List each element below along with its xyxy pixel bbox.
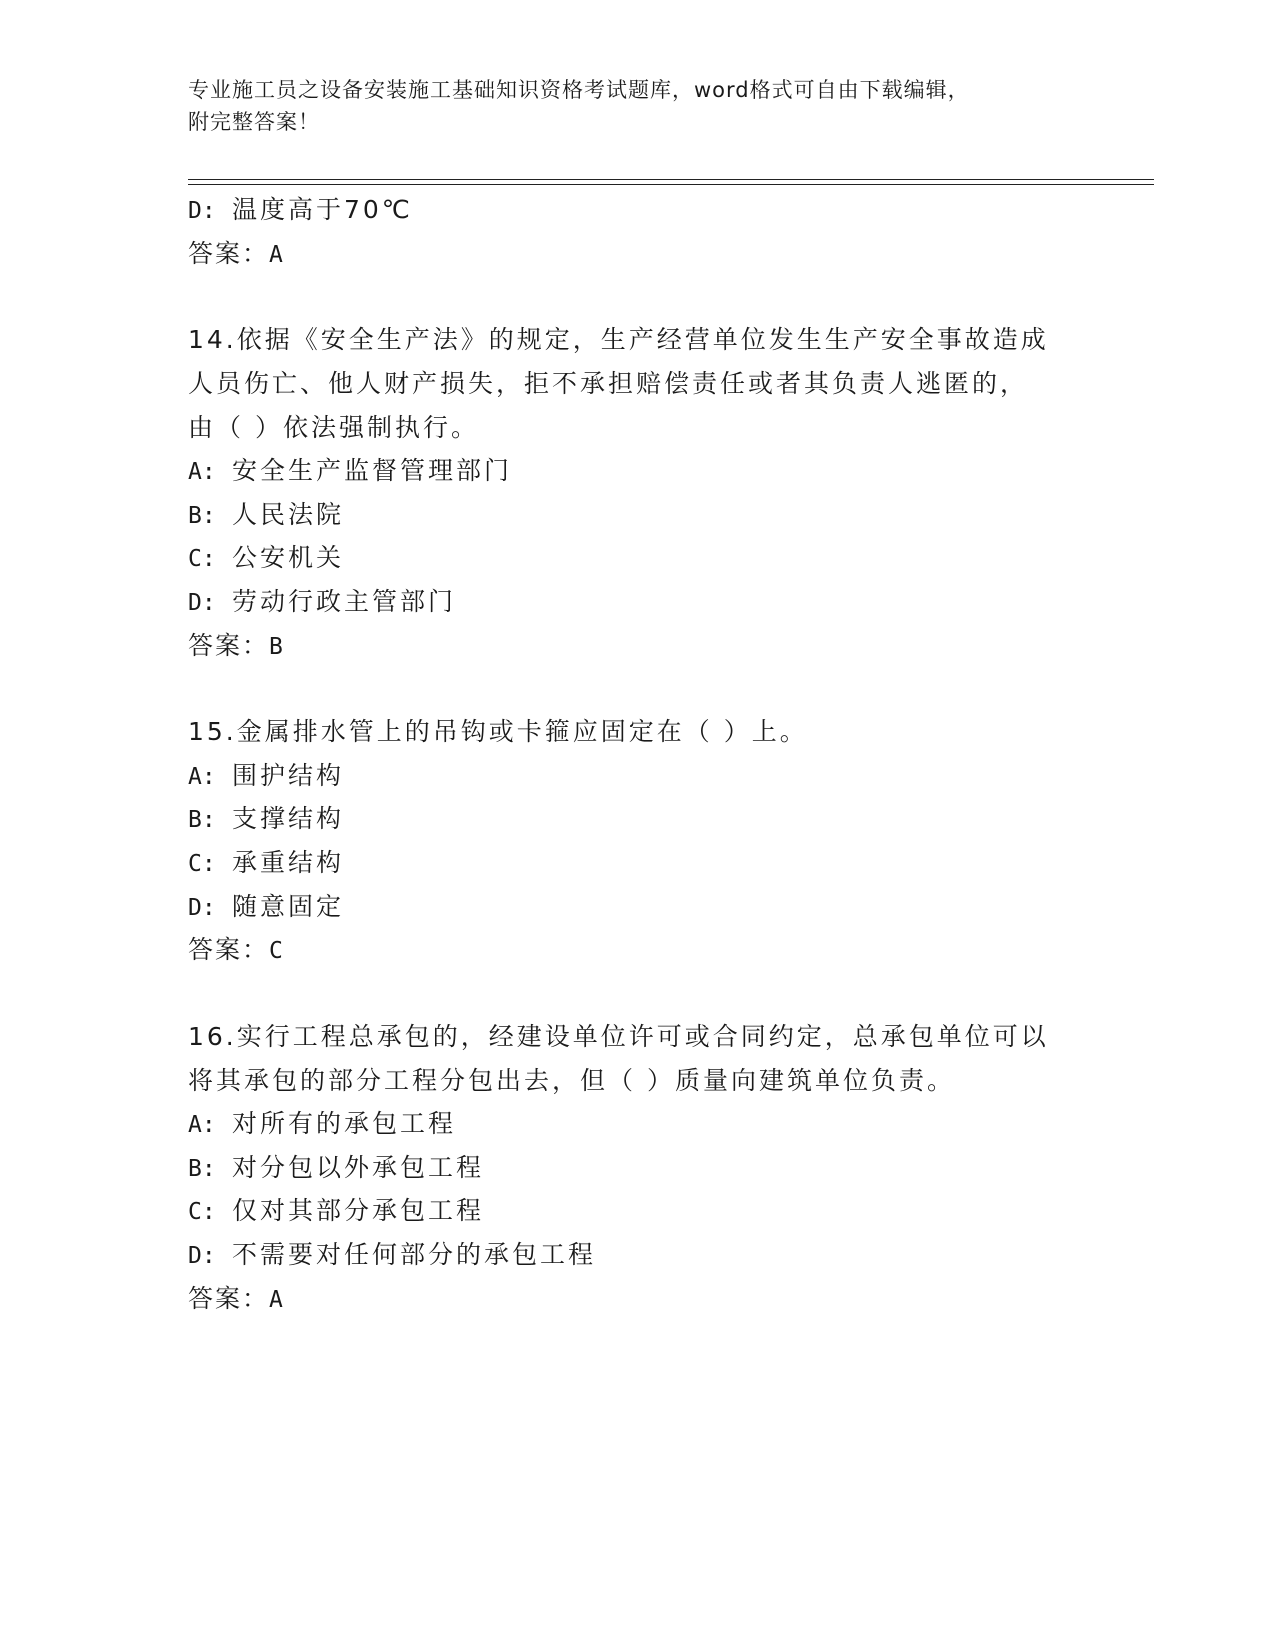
q14-option-c (188, 542, 344, 575)
option-label: C: (188, 851, 216, 877)
q15-answer (188, 934, 285, 967)
q14-option-a (188, 455, 512, 488)
option-label: A: (188, 459, 216, 485)
option-label: C: (188, 1199, 216, 1225)
q15-option-c (188, 847, 344, 880)
header-divider-bottom (188, 184, 1154, 185)
option-label: A: (188, 1112, 216, 1138)
option-text: 人民法院 (232, 500, 345, 529)
q16-stem-line-2: 将其承包的部分工程分包出去，但（ ）质量向建筑单位负责。 (188, 1066, 955, 1095)
option-label: D: (188, 198, 216, 224)
answer-label: 答案： (188, 631, 270, 660)
header-line-1: 专业施工员之设备安装施工基础知识资格考试题库，word格式可自由下载编辑， (188, 78, 970, 102)
q15-stem-line-1: 15.金属排水管上的吊钩或卡箍应固定在（ ）上。 (188, 717, 808, 746)
option-label: D: (188, 590, 216, 616)
prev-option-d (188, 194, 413, 227)
q14-stem-line-2: 人员伤亡、他人财产损失，拒不承担赔偿责任或者其负责人逃匿的， (188, 369, 1029, 398)
option-text: 承重结构 (232, 848, 345, 877)
answer-value: B (269, 634, 285, 660)
q14-stem-line-3: 由（ ）依法强制执行。 (188, 413, 479, 442)
option-label: D: (188, 895, 216, 921)
answer-label: 答案： (188, 1284, 270, 1313)
q14-option-b (188, 499, 344, 532)
option-label: B: (188, 503, 216, 529)
option-text: 对分包以外承包工程 (232, 1153, 485, 1182)
header-divider-top (188, 179, 1154, 180)
answer-value: A (269, 242, 285, 268)
option-text: 仅对其部分承包工程 (232, 1196, 485, 1225)
answer-label: 答案： (188, 239, 270, 268)
option-text: 对所有的承包工程 (232, 1109, 457, 1138)
q16-option-d (188, 1239, 596, 1272)
option-label: B: (188, 1156, 216, 1182)
option-text: 随意固定 (232, 892, 345, 921)
option-label: B: (188, 807, 216, 833)
option-label: D: (188, 1243, 216, 1269)
q16-answer (188, 1283, 285, 1316)
option-text: 支撑结构 (232, 804, 345, 833)
prev-answer (188, 238, 285, 271)
q16-option-a (188, 1108, 456, 1141)
option-text: 温度高于70℃ (232, 195, 413, 224)
q16-option-b (188, 1152, 484, 1185)
q15-option-a (188, 760, 344, 793)
q16-stem-line-1: 16.实行工程总承包的，经建设单位许可或合同约定，总承包单位可以 (188, 1022, 1049, 1051)
q15-option-d (188, 891, 344, 924)
option-text: 安全生产监督管理部门 (232, 456, 513, 485)
q15-option-b (188, 803, 344, 836)
answer-value: A (269, 1287, 285, 1313)
option-text: 劳动行政主管部门 (232, 587, 457, 616)
q16-option-c (188, 1195, 484, 1228)
document-header (188, 74, 1088, 138)
q14-option-d (188, 586, 456, 619)
q14-answer (188, 630, 285, 663)
q14-stem-line-1: 14.依据《安全生产法》的规定，生产经营单位发生生产安全事故造成 (188, 325, 1049, 354)
answer-label: 答案： (188, 935, 270, 964)
answer-value: C (269, 938, 285, 964)
header-line-2: 附完整答案！ (188, 110, 320, 134)
option-label: C: (188, 546, 216, 572)
option-text: 公安机关 (232, 543, 345, 572)
option-label: A: (188, 764, 216, 790)
option-text: 不需要对任何部分的承包工程 (232, 1240, 597, 1269)
option-text: 围护结构 (232, 761, 345, 790)
